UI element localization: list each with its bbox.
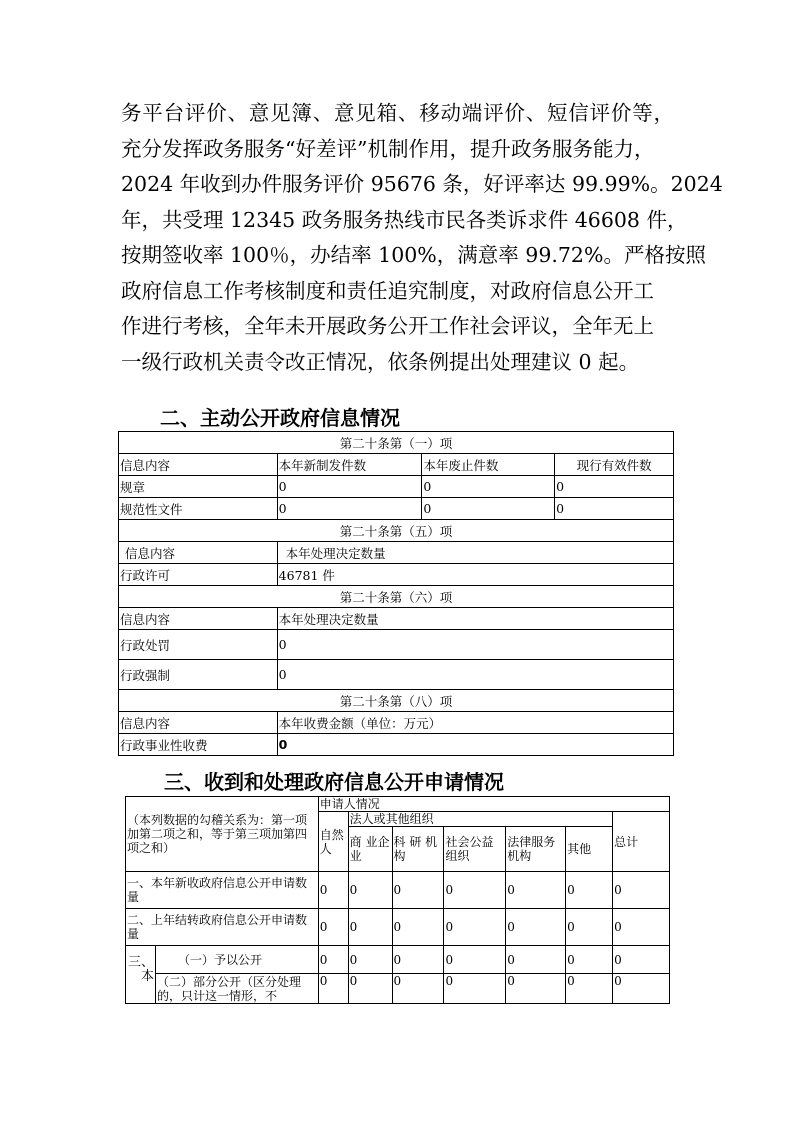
table-cell: 行政许可 <box>119 564 278 586</box>
table-cell: 行政强制 <box>119 660 278 690</box>
section2-heading: 二、主动公开政府信息情况 <box>160 406 400 430</box>
table-cell: 0 <box>506 974 566 1004</box>
table-cell: 0 <box>318 909 348 946</box>
table-cell: 0 <box>318 974 348 1004</box>
table-row <box>126 974 670 1004</box>
table-header: 本年废止件数 <box>422 454 555 476</box>
table-cell: 0 <box>613 974 670 1004</box>
column-header: 其他 <box>566 827 613 872</box>
section3-heading: 三、收到和处理政府信息公开申请情况 <box>164 770 504 794</box>
column-header: 商 业企业 <box>348 827 392 872</box>
paragraph-line: 务平台评价、意见簿、意见箱、移动端评价、短信评价等， <box>121 101 675 125</box>
table-cell: 0 <box>555 498 674 520</box>
table-cell: 0 <box>348 946 392 974</box>
table-cell: 0 <box>422 476 555 498</box>
table-cell: 0 <box>444 946 506 974</box>
table-cell: 0 <box>422 498 555 520</box>
table-corner-note: （本列数据的勾稽关系为：第一项加第二项之和，等于第三项加第四项之和） <box>126 797 319 872</box>
row-label: （一）予以公开 <box>155 946 318 974</box>
art1-title: 第二十条第（一）项 <box>119 432 674 454</box>
table-cell: 0 <box>277 734 673 756</box>
table-row <box>126 872 670 909</box>
paragraph-line: 政府信息工作考核制度和责任追究制度，对政府信息公开工 <box>121 278 654 303</box>
table-cell: 0 <box>506 946 566 974</box>
table-header: 信息内容 <box>119 608 278 630</box>
natural-person-header: 自然人 <box>318 812 348 872</box>
applicant-header: 申请人情况 <box>318 797 669 812</box>
table-row <box>119 564 674 586</box>
paragraph-line: 年，共受理 12345 政务服务热线市民各类诉求件 46608 件， <box>121 207 688 232</box>
table-cell: 0 <box>444 974 506 1004</box>
row-label: （二）部分公开（区分处理的，只计这一情形，不 <box>155 974 318 1004</box>
paragraph-line: 作进行考核，全年未开展政务公开工作社会评议，全年无上 <box>121 314 654 338</box>
table-cell: 0 <box>392 909 444 946</box>
table-cell: 0 <box>318 946 348 974</box>
table-header: 信息内容 <box>119 454 278 476</box>
table-cell: 规范性文件 <box>119 498 278 520</box>
table-header: 信息内容 <box>119 542 278 564</box>
table-cell: 行政处罚 <box>119 630 278 660</box>
art5-title: 第二十条第（五）项 <box>119 520 674 542</box>
table-cell: 0 <box>318 872 348 909</box>
table-cell: 0 <box>566 946 613 974</box>
art6-title: 第二十条第（六）项 <box>119 586 674 608</box>
paragraph-line: 充分发挥政务服务“好差评”机制作用，提升政务服务能力， <box>121 136 655 161</box>
column-header: 社会公益组织 <box>444 827 506 872</box>
row-group-label: 三、本 <box>126 946 156 1004</box>
table-header: 本年处理决定数量 <box>277 542 673 564</box>
table-cell: 0 <box>555 476 674 498</box>
table-cell: 0 <box>392 946 444 974</box>
table-cell: 0 <box>348 909 392 946</box>
table-cell: 0 <box>392 974 444 1004</box>
table-cell: 0 <box>348 974 392 1004</box>
table-cell: 0 <box>566 974 613 1004</box>
table-cell: 0 <box>277 630 673 660</box>
table-row <box>119 630 674 660</box>
table-header: 本年收费金额（单位：万元） <box>277 712 673 734</box>
paragraph-line: 按期签收率 100％，办结率 100%，满意率 99.72%。严格按照 <box>121 243 706 267</box>
table-header: 本年处理决定数量 <box>277 608 673 630</box>
table-header: 信息内容 <box>119 712 278 734</box>
column-header: 科 研 机构 <box>392 827 444 872</box>
table-cell: 0 <box>348 872 392 909</box>
body-paragraph <box>121 96 723 380</box>
table-cell: 0 <box>444 909 506 946</box>
row-label: 二、上年结转政府信息公开申请数量 <box>126 909 319 946</box>
paragraph-line: 一级行政机关责令改正情况，依条例提出处理建议 0 起。 <box>121 349 640 374</box>
table-cell: 0 <box>613 909 670 946</box>
table-cell: 0 <box>277 660 673 690</box>
row-label: 一、本年新收政府信息公开申请数量 <box>126 872 319 909</box>
column-header: 法律服务机构 <box>506 827 566 872</box>
proactive-disclosure-table <box>118 431 674 756</box>
table-cell: 0 <box>613 946 670 974</box>
table-row <box>119 734 674 756</box>
table-row <box>119 498 674 520</box>
table-header: 现行有效件数 <box>555 454 674 476</box>
table-row <box>126 946 670 974</box>
table-row <box>126 909 670 946</box>
table-cell: 0 <box>277 476 422 498</box>
table-row <box>119 660 674 690</box>
table-header: 本年新制发件数 <box>277 454 422 476</box>
table-cell: 0 <box>566 872 613 909</box>
legal-entity-header: 法人或其他组织 <box>348 812 612 827</box>
table-cell: 0 <box>506 872 566 909</box>
paragraph-line: 2024 年收到办件服务评价 95676 条，好评率达 99.99%。2024 <box>121 172 723 196</box>
requests-table <box>125 796 670 1004</box>
total-header: 总计 <box>613 812 670 872</box>
table-cell: 0 <box>566 909 613 946</box>
table-cell: 0 <box>392 872 444 909</box>
table-row <box>119 476 674 498</box>
art8-title: 第二十条第（八）项 <box>119 690 674 712</box>
table-cell: 0 <box>613 872 670 909</box>
table-cell: 0 <box>444 872 506 909</box>
table-cell: 规章 <box>119 476 278 498</box>
table-cell: 46781 件 <box>277 564 673 586</box>
table-cell: 0 <box>277 498 422 520</box>
table-cell: 0 <box>506 909 566 946</box>
table-cell: 行政事业性收费 <box>119 734 278 756</box>
